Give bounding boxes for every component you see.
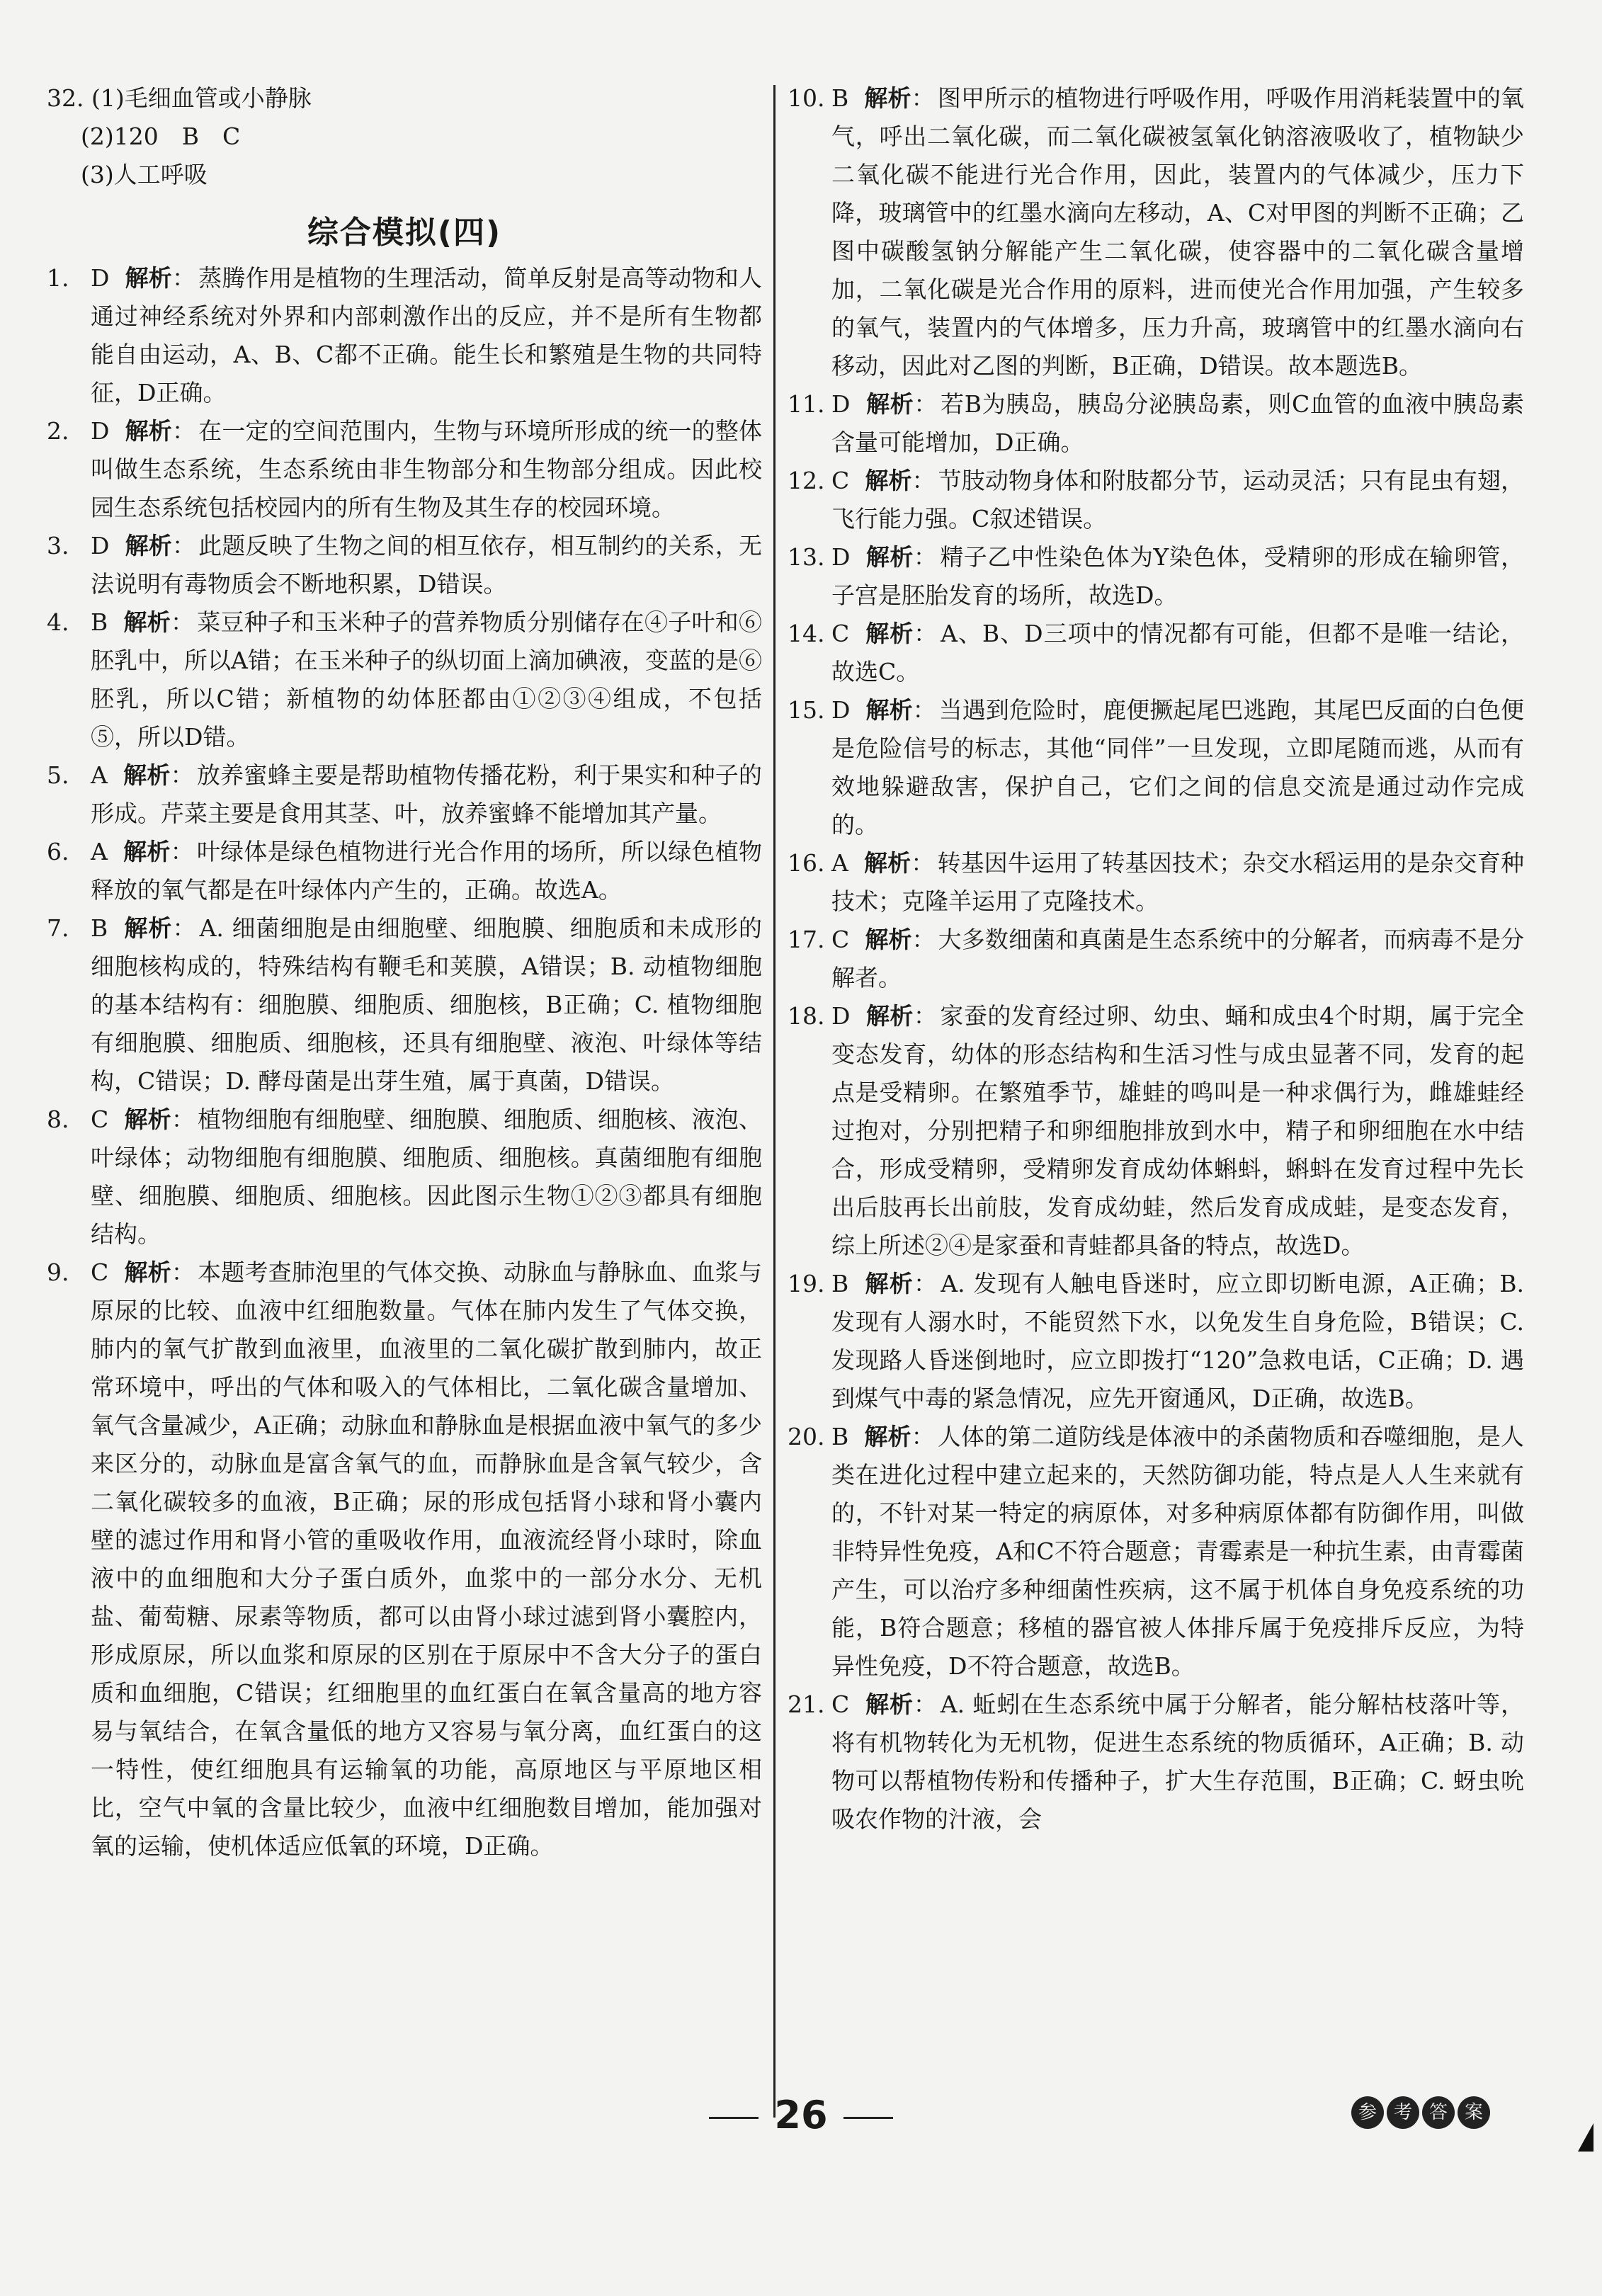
analysis-text: 菜豆种子和玉米种子的营养物质分别储存在④子叶和⑥胚乳中，所以A错；在玉米种子的纵切面上滴加碘液，变蓝的是⑥胚乳，所以C错；新植物的幼体胚都由①②③④组成，不包括⑤，所以D错。	[91, 608, 762, 751]
analysis-label: 解析 ：	[865, 1002, 937, 1030]
answer-item	[788, 462, 1524, 538]
answer-choice: C	[831, 926, 850, 953]
analysis-text: 在一定的空间范围内，生物与环境所形成的统一的整体叫做生态系统，生态系统由非生物部分和生物部分组成。因此校园生态系统包括校园内的所有生物及其生存的校园环境。	[91, 417, 762, 521]
answer-item	[788, 538, 1524, 615]
question-number: 10.	[788, 84, 825, 112]
answer-choice: B	[91, 608, 108, 636]
answer-item	[47, 833, 762, 909]
answer-item	[47, 909, 762, 1101]
answer-choice: A	[91, 761, 108, 789]
prev-answer-line-1: 32. (1)毛细血管或小静脉	[47, 84, 312, 112]
answer-choice: A	[831, 849, 848, 877]
right-column	[788, 79, 1524, 1838]
answer-choice: A	[91, 838, 108, 865]
answer-choice: B	[831, 1423, 849, 1450]
answer-choice: C	[91, 1106, 109, 1133]
analysis-text: 当遇到危险时，鹿便撅起尾巴逃跑，其尾巴反面的白色便是危险信号的标志，其他“同伴”一旦发现，立即尾随而逃，从而有效地躲避敌害，保护自己，它们之间的信息交流是通过动作完成的。	[831, 696, 1524, 839]
analysis-text: 转基因牛运用了转基因技术；杂交水稻运用的是杂交育种技术；克隆羊运用了克隆技术。	[831, 849, 1524, 915]
analysis-label: 解析 ：	[123, 838, 194, 865]
section-title: 综合模拟(四)	[307, 215, 502, 251]
question-number: 13.	[788, 543, 825, 571]
analysis-label: 解析 ：	[865, 390, 938, 418]
question-number: 1.	[47, 264, 69, 292]
answer-item	[788, 921, 1524, 997]
analysis-label: 解析 ：	[865, 620, 938, 647]
corner-triangle-icon	[1578, 2123, 1594, 2152]
answer-item	[788, 615, 1524, 691]
answer-item	[788, 385, 1524, 462]
answer-item	[47, 412, 762, 527]
page-number-dash-left	[709, 2117, 759, 2119]
question-number: 6.	[47, 838, 69, 865]
question-number: 11.	[788, 390, 825, 418]
analysis-text: 家蚕的发育经过卵、幼虫、蛹和成虫4个时期，属于完全变态发育，幼体的形态结构和生活习性与成虫显著不同，发育的起点是受精卵。在繁殖季节，雄蛙的鸣叫是一种求偶行为，雌雄蛙经过抱对，分别把精子和卵细胞排放到水中，精子和卵细胞在水中结合，形成受精卵，受精卵发育成幼体蝌蚪，蝌蚪在发育过程中先长出后肢再长出前肢，发育成幼蛙，然后发育成成蛙，是变态发育，综上所述②④是家蚕和青蛙都具备的特点，故选D。	[831, 1002, 1524, 1259]
answer-choice: C	[831, 620, 850, 647]
analysis-text: 节肢动物身体和附肢都分节，运动灵活；只有昆虫有翅，飞行能力强。C叙述错误。	[831, 467, 1524, 533]
question-number: 2.	[47, 417, 69, 445]
analysis-text: 图甲所示的植物进行呼吸作用，呼吸作用消耗装置中的氧气，呼出二氧化碳，而二氧化碳被氢氧化钠溶液吸收了，植物缺少二氧化碳不能进行光合作用，因此，装置内的气体减少，压力下降，玻璃管中的红墨水滴向左移动，A、C对甲图的判断不正确；乙图中碳酸氢钠分解能产生二氧化碳，使容器中的二氧化碳含量增加，二氧化碳是光合作用的原料，进而使光合作用加强，产生较多的氧气，装置内的气体增多，压力升高，玻璃管中的红墨水滴向右移动，因此对乙图的判断，B正确，D错误。故本题选B。	[831, 84, 1524, 380]
answer-item	[788, 1418, 1524, 1686]
question-number: 16.	[788, 849, 825, 877]
answer-item	[788, 1686, 1524, 1838]
answer-choice: D	[831, 390, 851, 418]
question-number: 17.	[788, 926, 825, 953]
analysis-text: A. 发现有人触电昏迷时，应立即切断电源，A正确；B. 发现有人溺水时，不能贸然下水，以免发生自身危险，B错误；C. 发现路人昏迷倒地时，应立即拨打“120”急救电话，C正确；D. 遇到煤气中毒的紧急情况，应先开窗通风，D正确，故选B。	[831, 1270, 1524, 1412]
answer-key-stamp	[1351, 2096, 1490, 2129]
question-number: 15.	[788, 696, 825, 724]
answer-choice: B	[831, 1270, 849, 1297]
answer-item	[788, 79, 1524, 385]
stamp-char: 考	[1387, 2096, 1419, 2129]
analysis-label: 解析 ：	[864, 849, 935, 877]
previous-answer-block	[47, 79, 762, 194]
analysis-label: 解析 ：	[865, 1690, 938, 1718]
right-question-list	[788, 79, 1524, 1838]
prev-answer-line-2: (2)120 B C	[81, 123, 241, 150]
analysis-text: 大多数细菌和真菌是生态系统中的分解者，而病毒不是分解者。	[831, 926, 1524, 991]
answer-item	[47, 756, 762, 833]
answer-choice: C	[91, 1258, 109, 1286]
question-number: 7.	[47, 914, 69, 942]
answer-item	[47, 259, 762, 412]
analysis-text: 蒸腾作用是植物的生理活动，简单反射是高等动物和人通过神经系统对外界和内部刺激作出的反应，并不是所有生物都能自由运动，A、B、C都不正确。能生长和繁殖是生物的共同特征，D正确。	[91, 264, 762, 407]
answer-item	[47, 603, 762, 756]
analysis-label: 解析 ：	[865, 926, 935, 953]
question-number: 5.	[47, 761, 69, 789]
answer-choice: D	[91, 532, 110, 559]
analysis-label: 解析 ：	[864, 1270, 938, 1297]
question-number: 4.	[47, 608, 69, 636]
analysis-text: 放养蜜蜂主要是帮助植物传播花粉，利于果实和种子的形成。芹菜主要是食用其茎、叶，放养蜜蜂不能增加其产量。	[91, 761, 762, 827]
answer-choice: D	[831, 696, 851, 724]
analysis-label: 解析 ：	[125, 264, 195, 292]
answer-item	[47, 527, 762, 603]
prev-answer-line-3: (3)人工呼吸	[81, 161, 208, 188]
analysis-text: 此题反映了生物之间的相互依存，相互制约的关系，无法说明有毒物质会不断地积累，D错误。	[91, 532, 762, 598]
question-number: 19.	[788, 1270, 825, 1297]
page-number-dash-right	[843, 2117, 893, 2119]
stamp-char: 案	[1458, 2096, 1490, 2129]
left-question-list	[47, 259, 762, 1865]
answer-choice: B	[831, 84, 849, 112]
analysis-text: 若B为胰岛，胰岛分泌胰岛素，则C血管的血液中胰岛素含量可能增加，D正确。	[831, 390, 1524, 456]
analysis-label: 解析 ：	[864, 1423, 935, 1450]
analysis-label: 解析 ：	[865, 467, 935, 494]
analysis-text: A. 细菌细胞是由细胞壁、细胞膜、细胞质和未成形的细胞核构成的，特殊结构有鞭毛和荚膜，A错误；B. 动植物细胞的基本结构有：细胞膜、细胞质、细胞核，B正确；C. 植物细胞有细胞膜、细胞质、细胞核，还具有细胞壁、液泡、叶绿体等结构，C错误；D. 酵母菌是出芽生殖，属于真菌，D错误。	[91, 914, 762, 1095]
answer-item	[788, 844, 1524, 921]
analysis-label: 解析 ：	[123, 761, 194, 789]
answer-choice: C	[831, 467, 850, 494]
answer-item	[47, 1101, 762, 1254]
analysis-label: 解析 ：	[124, 1258, 195, 1286]
analysis-label: 解析 ：	[125, 532, 195, 559]
analysis-label: 解析 ：	[124, 1106, 195, 1133]
question-number: 12.	[788, 467, 825, 494]
question-number: 14.	[788, 620, 825, 647]
answer-choice: D	[91, 417, 110, 445]
analysis-text: A、B、D三项中的情况都有可能，但都不是唯一结论，故选C。	[831, 620, 1524, 686]
analysis-text: A. 蚯蚓在生态系统中属于分解者，能分解枯枝落叶等，将有机物转化为无机物，促进生态系统的物质循环，A正确；B. 动物可以帮植物传粉和传播种子，扩大生存范围，B正确；C. 蚜虫吮吸农作物的汁液，会	[831, 1690, 1524, 1833]
answer-choice: B	[91, 914, 108, 942]
stamp-char: 答	[1422, 2096, 1455, 2129]
question-number: 8.	[47, 1106, 69, 1133]
analysis-text: 叶绿体是绿色植物进行光合作用的场所，所以绿色植物释放的氧气都是在叶绿体内产生的，正确。故选A。	[91, 838, 762, 904]
analysis-label: 解析 ：	[123, 914, 196, 942]
answer-choice: D	[831, 1002, 851, 1030]
analysis-label: 解析 ：	[865, 696, 936, 724]
answer-item	[788, 997, 1524, 1265]
answer-choice: D	[91, 264, 110, 292]
analysis-text: 植物细胞有细胞壁、细胞膜、细胞质、细胞核、液泡、叶绿体；动物细胞有细胞膜、细胞质、细胞核。真菌细胞有细胞壁、细胞膜、细胞质、细胞核。因此图示生物①②③都具有细胞结构。	[91, 1106, 762, 1248]
analysis-label: 解析 ：	[125, 417, 195, 445]
answer-item	[788, 691, 1524, 844]
column-divider	[773, 85, 776, 2118]
question-number: 21.	[788, 1690, 825, 1718]
page-number-text: 26	[774, 2093, 828, 2137]
answer-item	[47, 1254, 762, 1865]
analysis-text: 本题考查肺泡里的气体交换、动脉血与静脉血、血浆与原尿的比较、血液中红细胞数量。气体在肺内发生了气体交换，肺内的氧气扩散到血液里，血液里的二氧化碳扩散到肺内，故正常环境中，呼出的气体和吸入的气体相比，二氧化碳含量增加、氧气含量减少，A正确；动脉血和静脉血是根据血液中氧气的多少来区分的，动脉血是富含氧气的血，而静脉血是含氧气较少，含二氧化碳较多的血液，B正确；尿的形成包括肾小球和肾小囊内壁的滤过作用和肾小管的重吸收作用，血液流经肾小球时，除血液中的血细胞和大分子蛋白质外，血浆中的一部分水分、无机盐、葡萄糖、尿素等物质，都可以由肾小球过滤到肾小囊腔内，形成原尿，所以血浆和原尿的区别在于原尿中不含大分子的蛋白质和血细胞，C错误；红细胞里的血红蛋白在氧含量高的地方容易与氧结合，在氧含量低的地方又容易与氧分离，血红蛋白的这一特性，使红细胞具有运输氧的功能，高原地区与平原地区相比，空气中氧的含量比较少，血液中红细胞数目增加，能加强对氧的运输，使机体适应低氧的环境，D正确。	[91, 1258, 762, 1860]
left-column	[47, 79, 762, 1865]
question-number: 3.	[47, 532, 69, 559]
analysis-text: 精子乙中性染色体为Y染色体，受精卵的形成在输卵管，子宫是胚胎发育的场所，故选D。	[831, 543, 1524, 609]
stamp-char: 参	[1351, 2096, 1384, 2129]
analysis-label: 解析 ：	[864, 84, 935, 112]
analysis-label: 解析 ：	[123, 608, 194, 636]
question-number: 9.	[47, 1258, 69, 1286]
analysis-text: 人体的第二道防线是体液中的杀菌物质和吞噬细胞，是人类在进化过程中建立起来的，天然防御功能，特点是人人生来就有的，不针对某一特定的病原体，对多种病原体都有防御作用，叫做非特异性免疫，A和C不符合题意；青霉素是一种抗生素，由青霉菌产生，可以治疗多种细菌性疾病，这不属于机体自身免疫系统的功能，B符合题意；移植的器官被人体排斥属于免疫排斥反应，为特异性免疫，D不符合题意，故选B。	[831, 1423, 1524, 1680]
answer-item	[788, 1265, 1524, 1418]
answer-choice: C	[831, 1690, 850, 1718]
question-number: 18.	[788, 1002, 825, 1030]
question-number: 20.	[788, 1423, 825, 1450]
answer-choice: D	[831, 543, 851, 571]
analysis-label: 解析 ：	[865, 543, 937, 571]
